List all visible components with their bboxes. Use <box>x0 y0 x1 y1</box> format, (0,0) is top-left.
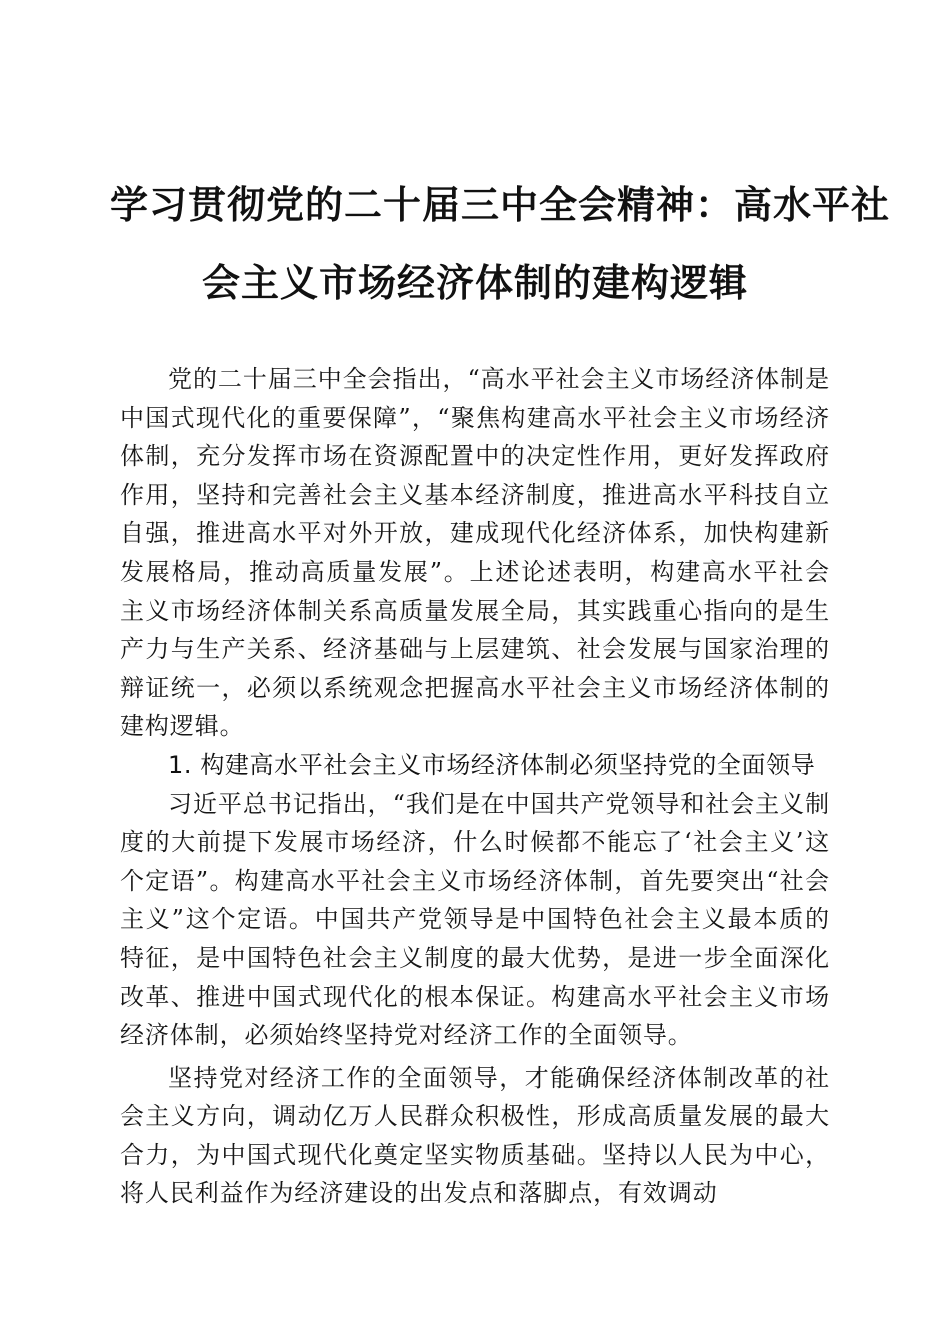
paragraph-intro: 党的二十届三中全会指出，“高水平社会主义市场经济体制是中国式现代化的重要保障”，“聚焦构建高水平社会主义市场经济体制，充分发挥市场在资源配置中的决定性作用，更好发挥政府作用，坚持和完善社会主义基本经济制度，推进高水平科技自立自强，推进高水平对外开放，建成现代化经济体系，加快构建新发展格局，推动高质量发展”。上述论述表明，构建高水平社会主义市场经济体制关系高质量发展全局，其实践重心指向的是生产力与生产关系、经济基础与上层建筑、社会发展与国家治理的辩证统一，必须以系统观念把握高水平社会主义市场经济体制的建构逻辑。 <box>120 365 830 741</box>
title-line-1: 学习贯彻党的二十届三中全会精神：高水平社 <box>110 182 891 227</box>
paragraph-section-1-b: 坚持党对经济工作的全面领导，才能确保经济体制改革的社会主义方向，调动亿万人民群众积极性，形成高质量发展的最大合力，为中国式现代化奠定坚实物质基础。坚持以人民为中心，将人民利益作为经济建设的出发点和落脚点，有效调动 <box>120 1063 830 1208</box>
document-body <box>120 360 830 1213</box>
title-line-2: 会主义市场经济体制的建构逻辑 <box>201 260 748 305</box>
document-title <box>110 166 891 322</box>
paragraph-section-1-a: 习近平总书记指出，“我们是在中国共产党领导和社会主义制度的大前提下发展市场经济，什么时候都不能忘了‘社会主义’这个定语”。构建高水平社会主义市场经济体制，首先要突出“社会主义”这个定语。中国共产党领导是中国特色社会主义最本质的特征，是中国特色社会主义制度的最大优势，是进一步全面深化改革、推进中国式现代化的根本保证。构建高水平社会主义市场经济体制，必须始终坚持党对经济工作的全面领导。 <box>120 789 830 1050</box>
section-heading-1: 1. 构建高水平社会主义市场经济体制必须坚持党的全面领导 <box>168 750 816 779</box>
